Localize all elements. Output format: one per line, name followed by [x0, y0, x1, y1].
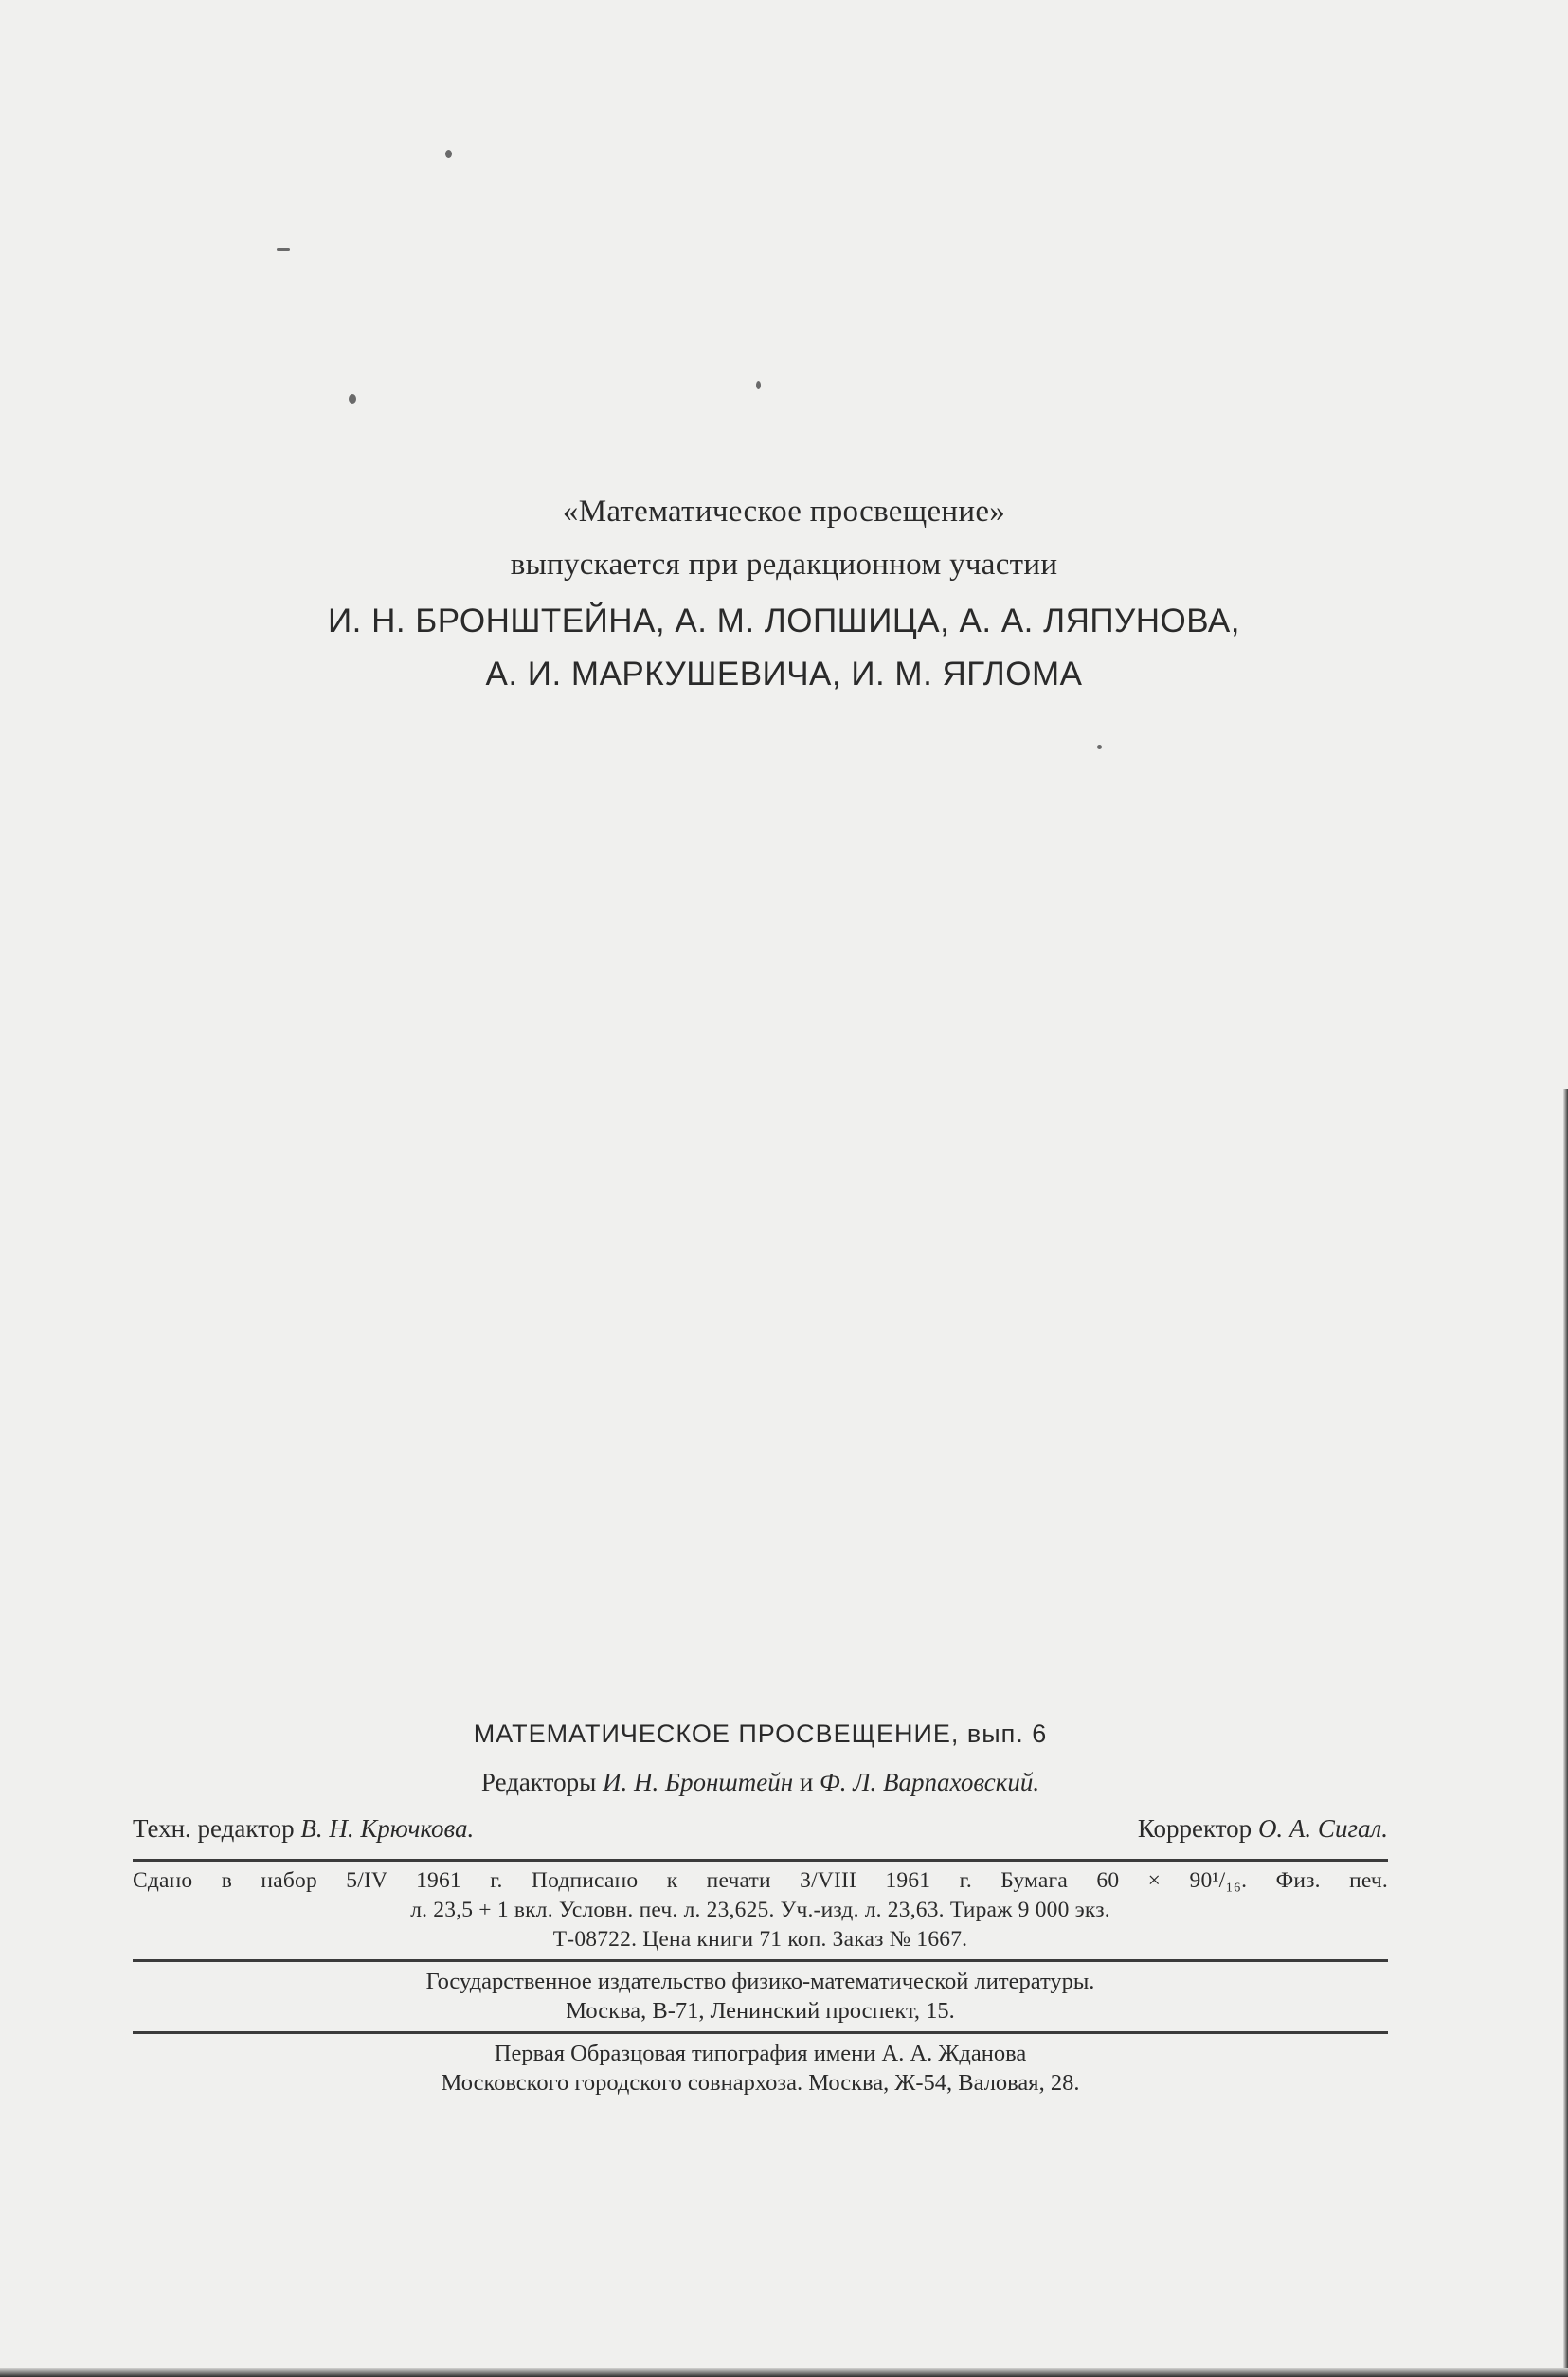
print-details-line: л. 23,5 + 1 вкл. Условн. печ. л. 23,625. Уч.-изд. л. 23,63. Тираж 9 000 экз.: [410, 1898, 1110, 1922]
printer-address: Московского городского совнархоза. Москва, Ж-54, Валовая, 28.: [441, 2070, 1080, 2096]
editors-conjunction: и: [799, 1768, 814, 1796]
ink-speck: [756, 381, 761, 389]
publisher-info: [133, 1967, 1388, 2026]
proofreader-label: Корректор: [1137, 1814, 1253, 1843]
printer-info: [133, 2039, 1388, 2098]
print-details: [133, 1866, 1388, 1954]
tech-editor-label: Техн. редактор: [133, 1814, 295, 1843]
editorial-board-line-1: И. Н. БРОНШТЕЙНА, А. М. ЛОПШИЦА, А. А. ЛЯПУНОВА,: [327, 603, 1241, 639]
editor-name: И. Н. Бронштейн: [603, 1768, 794, 1796]
scan-shadow-bottom: [0, 2368, 1568, 2377]
tech-editor-name: В. Н. Крючкова.: [300, 1814, 475, 1843]
ink-speck: [1097, 745, 1102, 749]
editors-label: Редакторы: [480, 1768, 597, 1796]
issued-note: выпускается при редакционном участии: [510, 548, 1058, 582]
ink-speck: [277, 248, 290, 251]
publisher-address: Москва, В-71, Ленинский проспект, 15.: [566, 1998, 955, 2024]
print-details-line: Т-08722. Цена книги 71 коп. Заказ № 1667.: [552, 1927, 968, 1952]
proofreader: [1138, 1814, 1388, 1844]
printer-name: Первая Образцовая типография имени А. А. Жданова: [494, 2041, 1027, 2066]
divider: [133, 1959, 1388, 1962]
ink-speck: [445, 150, 452, 158]
proofreader-name: О. А. Сигал.: [1257, 1814, 1388, 1843]
tech-editor: [133, 1814, 474, 1844]
editors-line: [133, 1768, 1388, 1797]
credits-line: [133, 1814, 1388, 1848]
scan-shadow-right: [1563, 1089, 1568, 2377]
book-title: МАТЕМАТИЧЕСКОЕ ПРОСВЕЩЕНИЕ, вып. 6: [473, 1720, 1048, 1748]
series-title: «Математическое просвещение»: [562, 495, 1006, 529]
editor-name: Ф. Л. Варпаховский.: [820, 1768, 1040, 1796]
divider: [133, 1859, 1388, 1862]
divider: [133, 2031, 1388, 2034]
editorial-board-line-2: А. И. МАРКУШЕВИЧА, И. М. ЯГЛОМА: [485, 656, 1083, 693]
ink-speck: [349, 394, 356, 404]
publisher-name: Государственное издательство физико-математической литературы.: [425, 1969, 1095, 1994]
print-details-line: Сдано в набор 5/IV 1961 г. Подписано к печати 3/VIII 1961 г. Бумага 60 × 90¹/₁₆. Физ. печ.: [133, 1868, 1388, 1893]
